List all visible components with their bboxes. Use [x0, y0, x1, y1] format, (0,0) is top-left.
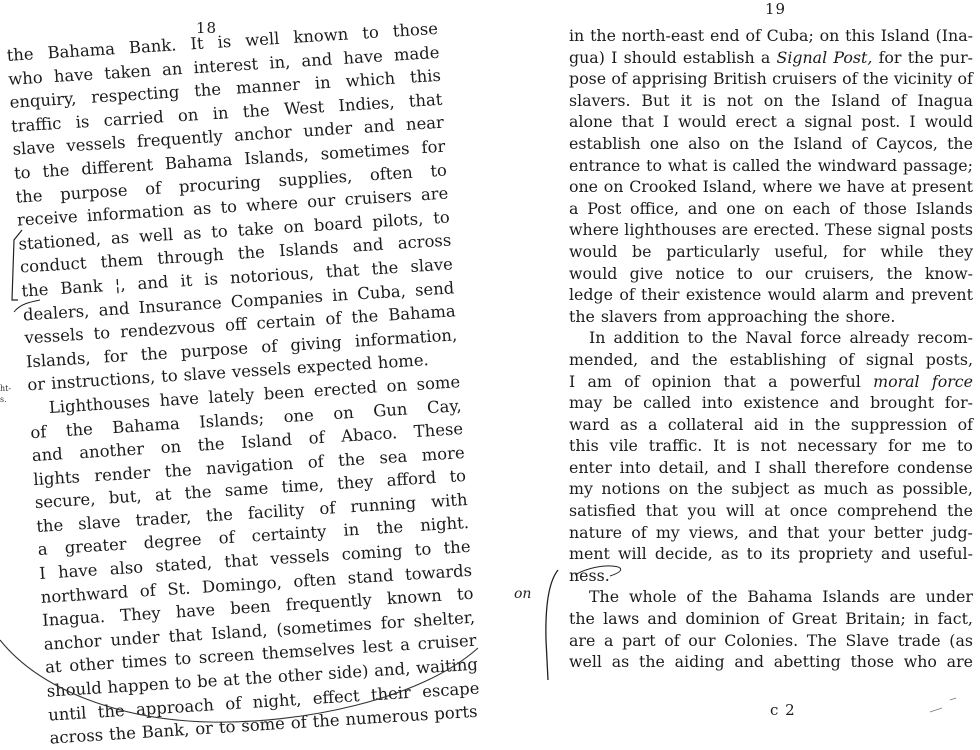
text-line: nature of my views, and that your better judg-	[569, 522, 973, 542]
text-line: establish one also on the Island of Caycos, the	[569, 133, 973, 153]
text-line: until the approach of night, effect their escape	[47, 678, 480, 725]
text-line: entrance to what is called the windward passage;	[569, 155, 973, 175]
text-line: my notions on the subject as much as possible,	[569, 479, 973, 499]
text-line: a Post office, and one on each of those Islands	[569, 198, 973, 218]
text-line: In addition to the Naval force already recom-	[589, 328, 973, 348]
text-line: should happen to be at the other side) and, waiting	[46, 654, 479, 701]
text-line: one on Crooked Island, where we have at present	[569, 177, 973, 197]
margin-scribble: on	[514, 586, 532, 602]
text-line: Islands, for the purpose of giving information,	[25, 324, 458, 372]
text-line: where lighthouses are erected. These signal posts	[569, 220, 973, 240]
text-line: satisfied that you will at once comprehend the	[569, 501, 973, 521]
text-line: to the different Bahama Islands, sometimes for	[13, 136, 446, 183]
text-line: a greater degree of certainty in the night.	[37, 513, 470, 560]
text-line: alone that I would erect a signal post. I would	[569, 112, 973, 132]
text-line: the laws and dominion of Great Britain; in fact,	[569, 609, 973, 629]
text-line: ward as a collateral aid in the suppression of	[569, 414, 973, 434]
signature-mark: c 2	[770, 701, 796, 719]
right-page	[490, 0, 980, 727]
text-line: I have also stated, that vessels coming to the	[38, 536, 472, 583]
text-line: are a part of our Colonies. The Slave trade (as	[569, 630, 973, 650]
margin-note	[0, 383, 11, 405]
text-line: enter into detail, and I shall therefore condense	[569, 457, 973, 477]
text-line: this vile traffic. It is not necessary for me to	[569, 436, 973, 456]
text-line: slavers. But it is not on the Island of Inagua	[569, 90, 973, 110]
text-line: receive information as to where our cruisers are	[16, 183, 449, 230]
text-line: may be called into existence and brought for-	[569, 393, 973, 413]
text-line: well as the aiding and abetting those who are	[569, 652, 973, 672]
text-line: dealers, and Insurance Companies in Cuba, send	[22, 277, 455, 324]
text-line: or instructions, to slave vessels expected home.	[26, 350, 430, 395]
margin-note-line: ht-	[0, 384, 12, 393]
text-line: gua) I should establish a Signal Post, for the pur-	[569, 47, 973, 67]
text-line: vessels to rendezvous off certain of the Bahama	[23, 301, 457, 348]
text-line: of the Bahama Islands; one on Gun Cay,	[29, 395, 463, 442]
left-page-text	[6, 17, 482, 750]
text-line: northward of St. Domingo, often stand towards	[40, 560, 473, 607]
text-line: conduct them through the Islands and across	[19, 230, 452, 277]
text-line: the Bahama Bank. It is well known to those	[6, 18, 439, 65]
text-line: in the north-east end of Cuba; on this Island (Ina-	[569, 26, 973, 45]
margin-note-line: s.	[0, 395, 7, 404]
text-line: stationed, as well as to take on board pilots, to	[17, 207, 451, 254]
text-line: the purpose of procuring supplies, often to	[15, 160, 448, 207]
text-line: would give notice to our cruisers, the know-	[569, 263, 973, 283]
text-line: ness.	[569, 565, 610, 585]
page-number-left: 18	[196, 19, 218, 37]
text-line: Lighthouses have lately been erected on some	[48, 372, 461, 417]
text-line: ment will decide, as to its propriety and useful-	[569, 544, 973, 564]
text-line: ledge of their existence would alarm and prevent	[569, 285, 973, 305]
text-line: who have taken an interest in, and have made	[7, 42, 440, 89]
text-line: at other times to screen themselves lest a cruiser	[44, 631, 477, 678]
text-line: traffic is carried on in the West Indies, that	[10, 89, 443, 136]
text-line: across the Bank, or to some of the numerous ports	[49, 701, 479, 748]
text-line: the slavers from approaching the shore.	[569, 306, 896, 326]
right-page-text	[569, 25, 973, 673]
text-line: would be particularly useful, for while they	[569, 241, 973, 261]
text-line: I am of opinion that a powerful moral force	[569, 371, 973, 391]
text-line: the Bank ¦, and it is notorious, that the slave	[20, 254, 454, 301]
text-line: the slave trader, the facility of running with	[35, 489, 469, 536]
text-line: mended, and the establishing of signal posts,	[569, 349, 973, 369]
text-line: secure, but, at the same time, they afford to	[34, 466, 467, 513]
text-line: and another on the Island of Abaco. These	[31, 419, 464, 466]
page-number-right: 19	[765, 0, 787, 18]
text-line: enquiry, respecting the manner in which this	[9, 65, 442, 113]
text-line: anchor under that Island, (sometimes for shelter,	[43, 607, 476, 654]
text-line: Inagua. They have been frequently known to	[41, 584, 474, 631]
text-line: lights render the navigation of the sea more	[32, 442, 466, 489]
text-line: pose of apprising British cruisers of the vicinity of	[569, 69, 973, 89]
text-line: The whole of the Bahama Islands are under	[589, 587, 973, 607]
left-page	[0, 0, 490, 748]
text-line: slave vessels frequently anchor under and near	[12, 113, 445, 160]
